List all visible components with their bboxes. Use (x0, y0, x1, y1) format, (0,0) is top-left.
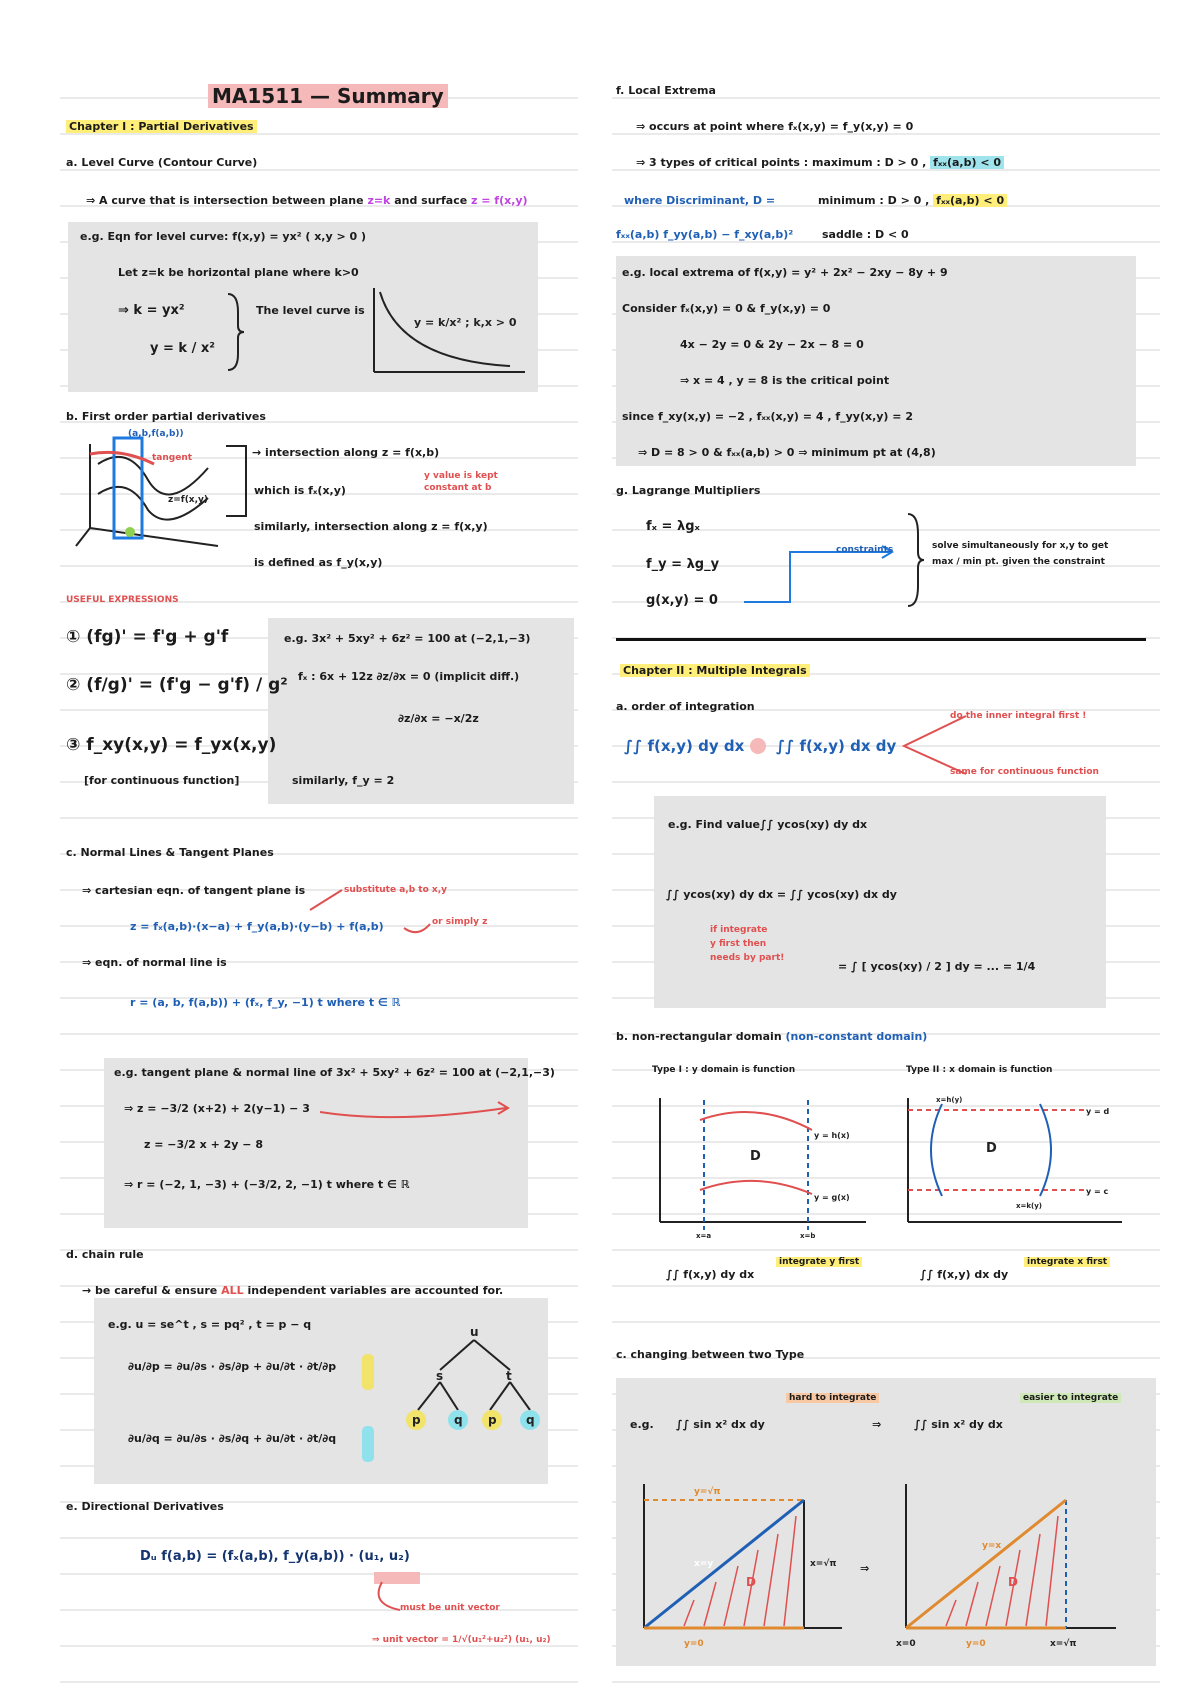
change-type-heading: c. changing between two Type (616, 1348, 805, 1361)
integral-eg-1-int: ∫∫ ycos(xy) dy dx (760, 818, 868, 831)
level-curve-eg-4: y = k / x² (150, 341, 215, 356)
extrema-eg-4: ⇒ x = 4 , y = 8 is the critical point (680, 374, 890, 387)
chapter-1-heading: Chapter I : Partial Derivatives (66, 120, 257, 134)
graph-1-right-label: x=√π (810, 1559, 837, 1569)
brace-icon (226, 292, 246, 372)
type-1-b-label: x=b (800, 1232, 816, 1240)
figure-tangent-label: tangent (152, 453, 193, 463)
implicit-eg-1: e.g. 3x² + 5xy² + 6z² = 100 at (−2,1,−3) (284, 632, 531, 645)
normal-line-line: ⇒ eqn. of normal line is (82, 956, 227, 969)
type-1-integral-note: integrate y first (776, 1256, 862, 1268)
extrema-eg-6: ⇒ D = 8 > 0 & fₓₓ(a,b) > 0 ⇒ minimum pt at (4,8) (638, 446, 936, 459)
level-curve-definition: ⇒ A curve that is intersection between plane z=k and surface z = f(x,y) (86, 194, 528, 207)
substitute-arrow (300, 880, 450, 940)
chapter-2-heading: Chapter II : Multiple Integrals (620, 664, 810, 678)
hard-note: hard to integrate (786, 1392, 879, 1404)
tangent-eg-2: ⇒ z = −3/2 (x+2) + 2(y−1) − 3 (124, 1102, 310, 1115)
extrema-line-1: ⇒ occurs at point where fₓ(x,y) = f_y(x,y) = 0 (636, 120, 914, 133)
type-1-graph (640, 1090, 880, 1240)
change-type-eg: e.g. (630, 1418, 654, 1431)
example-box-extrema (616, 256, 1136, 466)
rule-3: ③ f_xy(x,y) = f_yx(x,y) (66, 735, 277, 755)
extrema-line-4: saddle : D < 0 (822, 228, 909, 241)
tree-node-p2: p (488, 1413, 497, 1427)
type-1-label: Type I : y domain is function (652, 1065, 796, 1075)
change-right-integral: ∫∫ sin x² dy dx (914, 1418, 1003, 1431)
tangent-plane-line: ⇒ cartesian eqn. of tangent plane is (82, 884, 306, 897)
discriminant-formula: fₓₓ(a,b) f_yy(a,b) − f_xy(a,b)² (616, 228, 794, 241)
figure-point-label: (a,b,f(a,b)) (128, 429, 184, 439)
partial-line-1: → intersection along z = f(x,b) (252, 446, 440, 459)
integral-eg-3: = ∫ [ ycos(xy) / 2 ] dy = ... = 1/4 (838, 960, 1036, 973)
level-curve-eg-3: ⇒ k = yx² (118, 303, 185, 318)
constant-note: y value is kept constant at b (424, 471, 498, 493)
graph-1-top-label: y=√π (694, 1487, 721, 1497)
tangent-eg-4: ⇒ r = (−2, 1, −3) + (−3/2, 2, −1) t where t ∈ ℝ (124, 1178, 410, 1191)
type-2-left-label: x=h(y) (936, 1096, 963, 1104)
tree-node-t: t (506, 1369, 512, 1383)
tree-node-q1: q (454, 1413, 463, 1427)
tree-node-q2: q (526, 1413, 535, 1427)
directional-derivative-formula: Dᵤ f(a,b) = (fₓ(a,b), f_y(a,b)) · (u₁, u₂) (140, 1549, 410, 1564)
tree-node-u: u (470, 1325, 479, 1339)
extrema-line-3: minimum : D > 0 , fₓₓ(a,b) < 0 (818, 194, 1007, 208)
rule-2: ② (f/g)' = (f'g − g'f) / g² (66, 675, 288, 695)
rule-3-note: [for continuous function] (84, 774, 240, 787)
tree-node-p1: p (412, 1413, 421, 1427)
by-part-note-1: if integrate (710, 925, 768, 935)
inner-integral-note: do the inner integral first ! (950, 711, 1087, 721)
level-curve-eg-5: The level curve is (256, 304, 365, 317)
change-type-graph-1 (624, 1476, 854, 1656)
simply-z-note: or simply z (432, 917, 488, 927)
graph-2-left-label: x=0 (896, 1639, 916, 1649)
graph-2-diag-label: y=x (982, 1541, 1002, 1551)
unit-vector-note-2: ⇒ unit vector = 1/√(u₁²+u₂²) (u₁, u₂) (372, 1635, 551, 1645)
level-curve-graph (360, 282, 530, 378)
discriminant-label: where Discriminant, D = (624, 194, 776, 207)
section-e-heading: e. Directional Derivatives (66, 1500, 224, 1513)
level-curve-eg-1: e.g. Eqn for level curve: f(x,y) = yx² ( x,y > 0 ) (80, 230, 367, 243)
level-curve-graph-label: y = k/x² ; k,x > 0 (414, 316, 517, 329)
section-d-heading: d. chain rule (66, 1248, 144, 1261)
integral-eg-2: ∫∫ ycos(xy) dy dx = ∫∫ ycos(xy) dx dy (666, 888, 897, 901)
domain-heading: b. non-rectangular domain (non-constant domain) (616, 1030, 928, 1043)
lagrange-2: f_y = λg_y (646, 557, 720, 572)
graph-2-bottom-label: y=0 (966, 1639, 986, 1649)
chain-eg-2: ∂u/∂p = ∂u/∂s · ∂s/∂p + ∂u/∂t · ∂t/∂p (128, 1360, 337, 1373)
integral-eg-1: e.g. Find value (668, 818, 760, 831)
extrema-eg-5: since f_xy(x,y) = −2 , fₓₓ(x,y) = 4 , f_yy(x,y) = 2 (622, 410, 913, 423)
implicit-eg-3: ∂z/∂x = −x/2z (398, 712, 479, 725)
partial-line-4: is defined as f_y(x,y) (254, 556, 383, 569)
tangent-plane-formula: z = fₓ(a,b)·(x−a) + f_y(a,b)·(y−b) + f(a,b) (130, 920, 384, 933)
lagrange-note-1: solve simultaneously for x,y to get (932, 541, 1109, 551)
extrema-eg-2: Consider fₓ(x,y) = 0 & f_y(x,y) = 0 (622, 302, 831, 315)
page-title: MA1511 — Summary (208, 84, 448, 108)
type-1-integral: ∫∫ f(x,y) dy dx (666, 1268, 755, 1281)
easy-note: easier to integrate (1020, 1392, 1121, 1404)
implicit-eg-2: fₓ : 6x + 12z ∂z/∂x = 0 (implicit diff.) (298, 670, 520, 683)
extrema-eg-3: 4x − 2y = 0 & 2y − 2x − 8 = 0 (680, 338, 864, 351)
implicit-eg-4: similarly, f_y = 2 (292, 774, 395, 787)
equal-highlight (750, 738, 766, 754)
section-b-heading: b. First order partial derivatives (66, 410, 266, 423)
type-1-top-label: y = h(x) (814, 1131, 850, 1140)
change-arrow-1: ⇒ (872, 1418, 882, 1431)
chain-rule-note: → be careful & ensure ALL independent variables are accounted for. (82, 1284, 504, 1297)
partial-derivative-figure (68, 424, 248, 554)
graph-1-D: D (746, 1575, 756, 1589)
graph-1-diag-label: x=y (694, 1559, 714, 1569)
chain-highlight-yellow (362, 1354, 374, 1390)
partial-line-3: similarly, intersection along z = f(x,y) (254, 520, 488, 533)
section-c-heading: c. Normal Lines & Tangent Planes (66, 846, 274, 859)
chain-eg-1: e.g. u = se^t , s = pq² , t = p − q (108, 1318, 312, 1331)
graph-2-right-label: x=√π (1050, 1639, 1077, 1649)
lagrange-1: fₓ = λgₓ (646, 519, 700, 534)
unit-vector-arrow (370, 1580, 410, 1620)
constraints-label: constraints (836, 545, 894, 555)
tangent-eg-1: e.g. tangent plane & normal line of 3x² + 5xy² + 6z² = 100 at (−2,1,−3) (114, 1066, 555, 1079)
by-part-note-3: needs by part! (710, 953, 785, 963)
lagrange-note-2: max / min pt. given the constraint (932, 557, 1105, 567)
rule-1: ① (fg)' = f'g + g'f (66, 627, 229, 647)
lagrange-3: g(x,y) = 0 (646, 593, 718, 608)
chapter-divider (616, 638, 1146, 641)
change-left-integral: ∫∫ sin x² dx dy (676, 1418, 765, 1431)
unit-vector-note-1: must be unit vector (400, 1603, 500, 1613)
change-type-graph-2 (886, 1476, 1126, 1656)
substitute-note: substitute a,b to x,y (344, 885, 447, 895)
graph-1-bottom-label: y=0 (684, 1639, 704, 1649)
figure-surface-label: z=f(x,y) (168, 495, 209, 505)
by-part-note-2: y first then (710, 939, 767, 949)
order-formula-2: ∫∫ f(x,y) dx dy (776, 737, 897, 755)
partial-line-2: which is fₓ(x,y) (254, 484, 346, 497)
order-heading: a. order of integration (616, 700, 755, 713)
type-1-bottom-label: y = g(x) (814, 1193, 850, 1202)
normal-line-formula: r = (a, b, f(a,b)) + (fₓ, f_y, −1) t where t ∈ ℝ (130, 996, 401, 1009)
type-2-integral: ∫∫ f(x,y) dx dy (920, 1268, 1009, 1281)
tangent-eg-arrow (316, 1098, 516, 1128)
chain-eg-3: ∂u/∂q = ∂u/∂s · ∂s/∂q + ∂u/∂t · ∂t/∂q (128, 1432, 337, 1445)
type-2-right-label: x=k(y) (1016, 1202, 1042, 1210)
tangent-eg-3: z = −3/2 x + 2y − 8 (144, 1138, 263, 1151)
order-formula-1: ∫∫ f(x,y) dy dx (624, 737, 745, 755)
chain-tree (400, 1322, 550, 1432)
type-1-D: D (750, 1149, 761, 1164)
change-arrow-2: ⇒ (860, 1562, 870, 1575)
tree-node-s: s (436, 1369, 444, 1383)
section-f-heading: f. Local Extrema (616, 84, 716, 97)
level-curve-eg-2: Let z=k be horizontal plane where k>0 (118, 266, 359, 279)
lagrange-brace-icon (906, 512, 928, 608)
type-2-label: Type II : x domain is function (906, 1065, 1053, 1075)
continuous-note: same for continuous function (950, 767, 1099, 777)
section-a-heading: a. Level Curve (Contour Curve) (66, 156, 258, 169)
extrema-line-2: ⇒ 3 types of critical points : maximum : D > 0 , fₓₓ(a,b) < 0 (636, 156, 1004, 170)
type-1-a-label: x=a (696, 1232, 712, 1240)
extrema-eg-1: e.g. local extrema of f(x,y) = y² + 2x² − 2xy − 8y + 9 (622, 266, 948, 279)
useful-expressions-heading: USEFUL EXPRESSIONS (66, 595, 179, 605)
type-2-top-label: y = d (1086, 1107, 1110, 1116)
chain-highlight-cyan (362, 1426, 374, 1462)
graph-2-D: D (1008, 1575, 1018, 1589)
section-g-heading: g. Lagrange Multipliers (616, 484, 761, 497)
type-2-bottom-label: y = c (1086, 1187, 1109, 1196)
type-2-graph (896, 1090, 1136, 1240)
type-2-D: D (986, 1141, 997, 1156)
type-2-integral-note: integrate x first (1024, 1256, 1110, 1268)
